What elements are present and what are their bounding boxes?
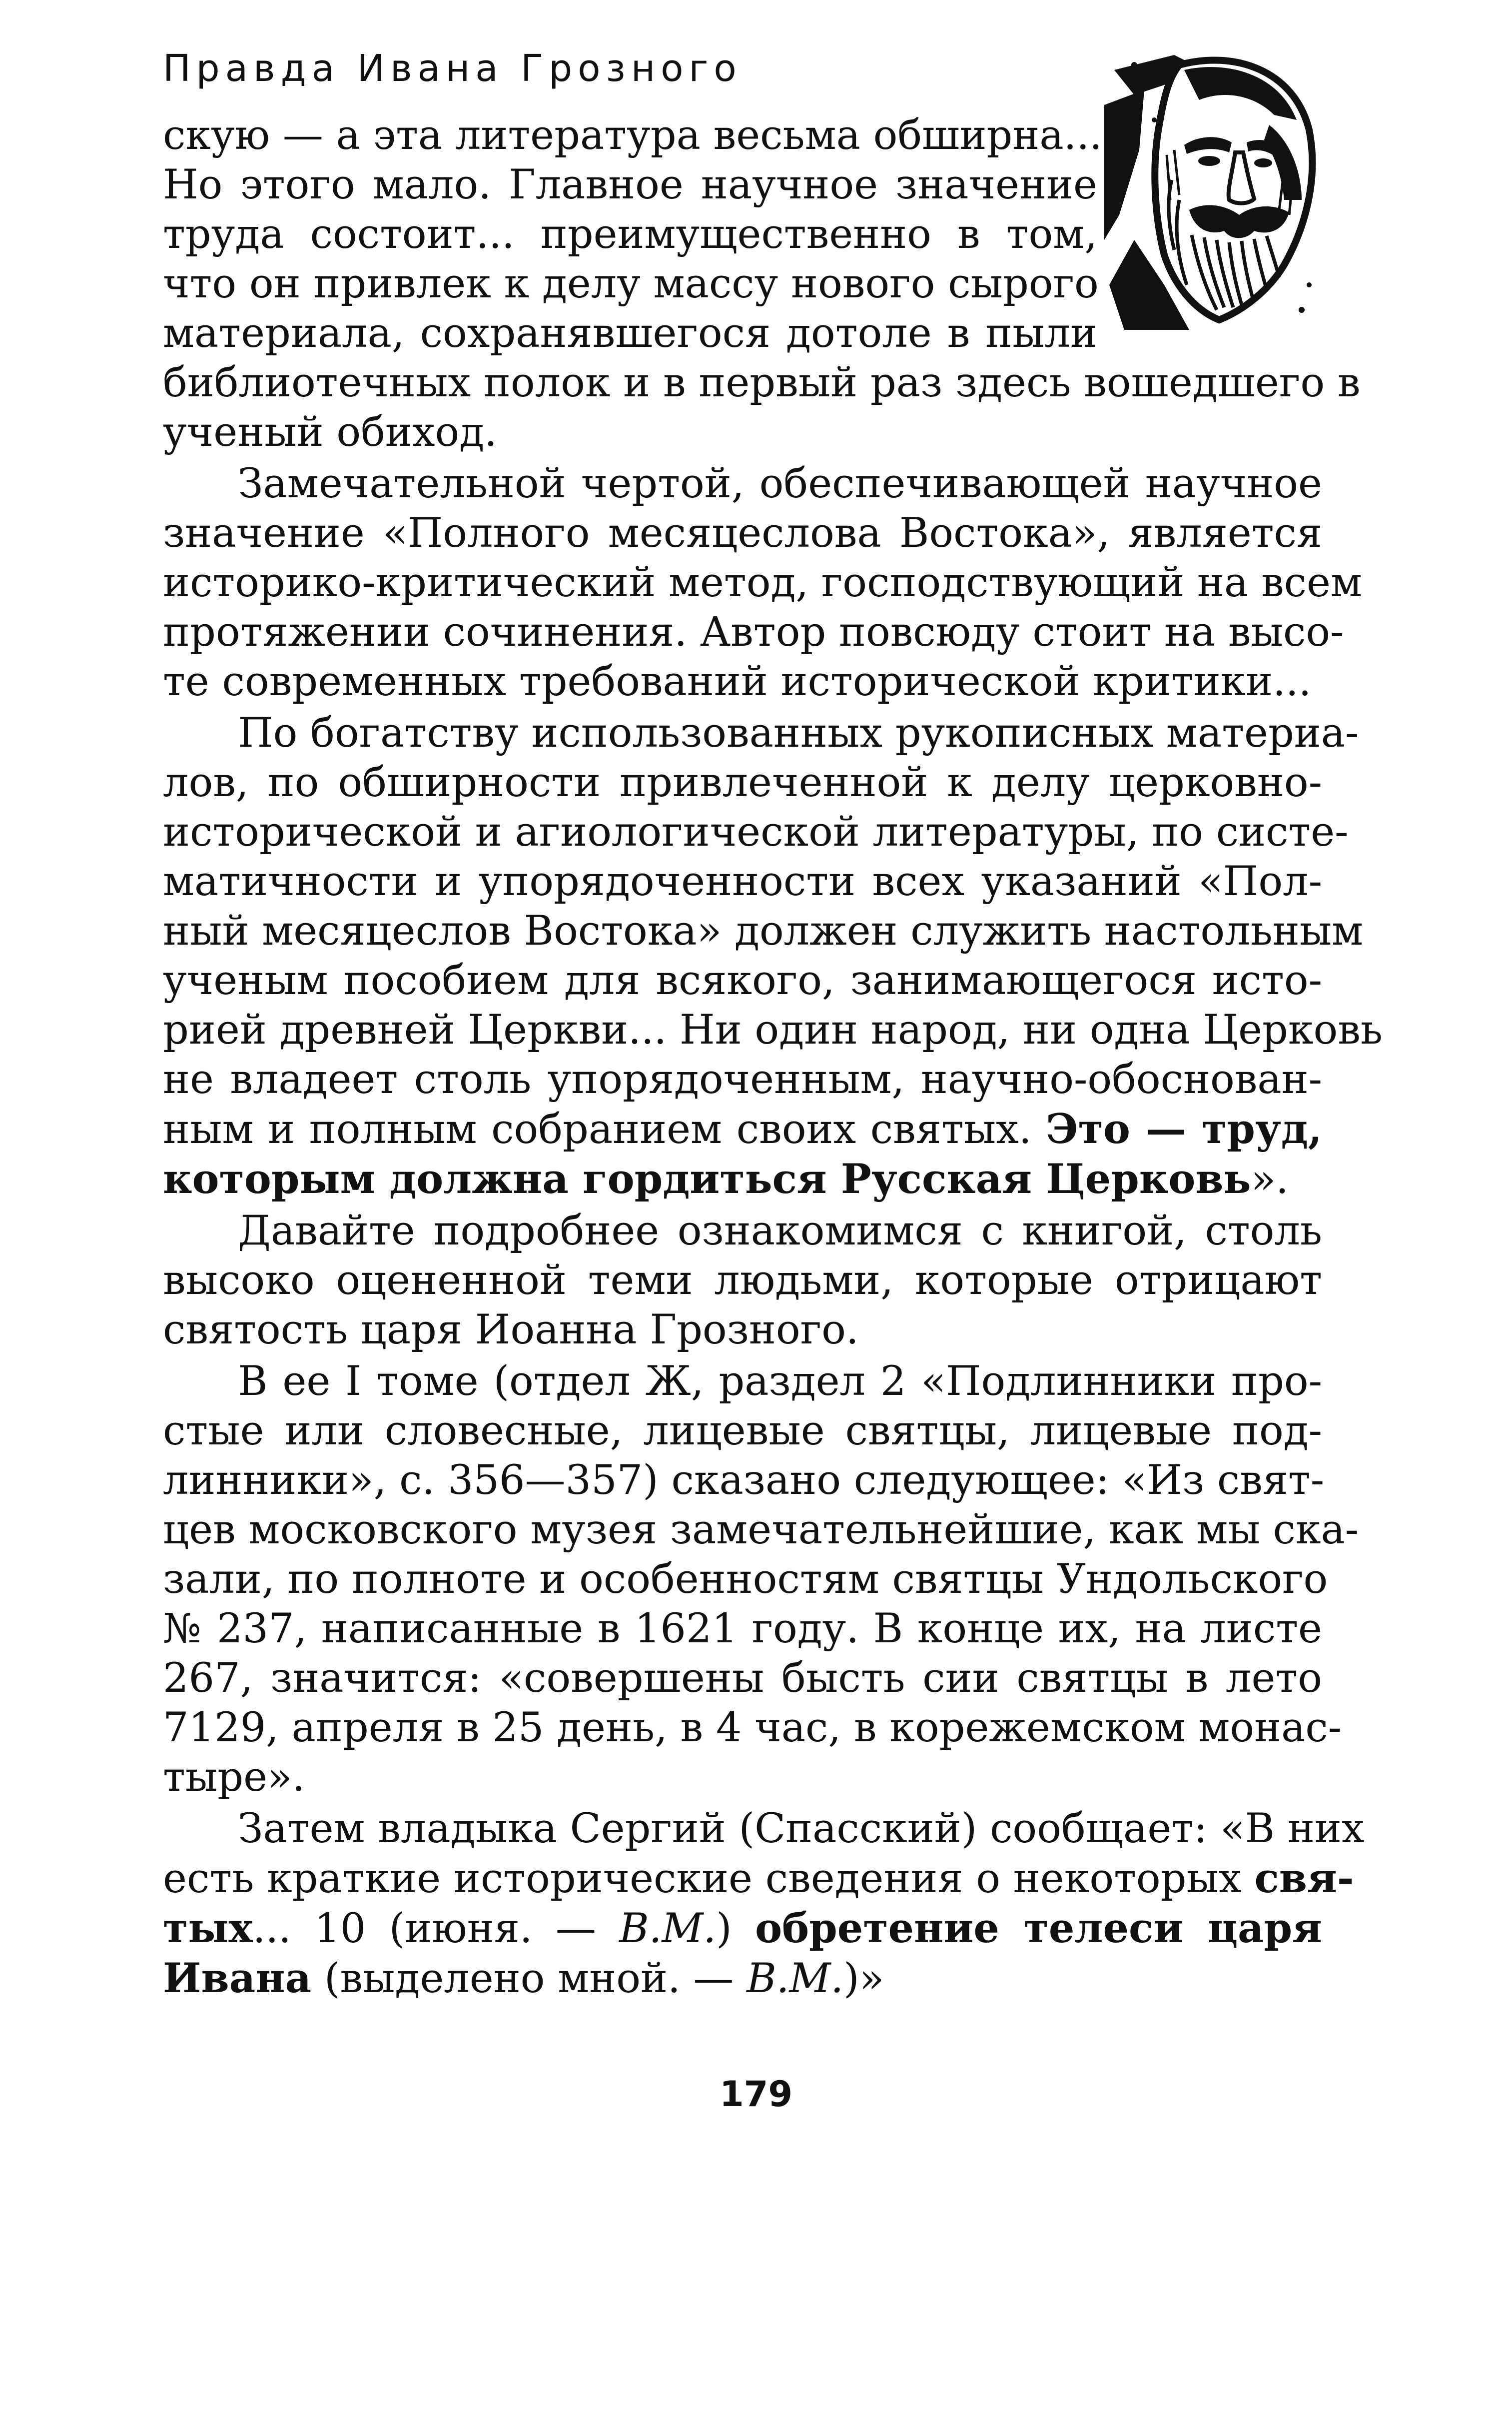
text-line — [163, 1155, 1322, 1205]
bold-text-run: тых — [163, 1905, 253, 1952]
text-run: )» — [843, 1955, 884, 2002]
text-line: высоко оцененной теми людьми, которые отрицают — [163, 1257, 1322, 1304]
text-line: № 237, написанные в 1621 году. В конце их, на листе — [163, 1605, 1322, 1652]
text-line — [163, 1854, 1354, 1904]
text-line: 267, значится: «совершены бысть сии святцы в лето — [163, 1655, 1322, 1702]
page-number: 179 — [719, 2074, 793, 2115]
italic-text-run: В.М. — [619, 1905, 717, 1952]
text-run: ». — [1251, 1156, 1289, 1203]
text-line: скую — а эта литература весьма обширна... — [163, 112, 1102, 159]
text-line: протяжении сочинения. Автор повсюду стоит на высо- — [163, 609, 1344, 656]
text-line — [163, 1954, 1322, 2004]
text-line: зали, по полноте и особенностям святцы Ундольского — [163, 1556, 1328, 1603]
text-run: есть краткие исторические сведения о некоторых — [163, 1855, 1255, 1902]
text-line: тыре». — [163, 1754, 305, 1801]
text-line: Давайте подробнее ознакомимся с книгой, столь — [238, 1208, 1322, 1254]
text-line: значение «Полного месяцеслова Востока», является — [163, 510, 1322, 557]
paragraph-6 — [163, 1804, 1365, 2004]
paragraph-5 — [163, 1357, 1359, 1802]
text-run: ) — [716, 1905, 756, 1952]
paragraph-2 — [163, 459, 1362, 707]
text-line: библиотечных полок и в первый раз здесь вошедшего в — [163, 359, 1361, 406]
paragraph-3 — [163, 709, 1383, 1205]
text-line: Замечательной чертой, обеспечивающей научное — [238, 460, 1322, 507]
text-line: 7129, апреля в 25 день, в 4 час, в корежемском монас- — [163, 1704, 1342, 1751]
text-line: рией древней Церкви... Ни один народ, ни одна Церковь — [163, 1007, 1383, 1054]
running-title: Правда Ивана Грозного — [163, 47, 742, 90]
text-run: ... 10 (июня. — — [252, 1905, 620, 1952]
bold-text-run: Ивана — [163, 1955, 312, 2002]
text-line: цев московского музея замечательнейшие, как мы ска- — [163, 1506, 1359, 1553]
paragraph-4 — [163, 1207, 1322, 1355]
text-line: Но этого мало. Главное научное значение — [163, 161, 1097, 208]
text-run: ным и полным собранием своих святых. — [163, 1106, 1046, 1153]
text-line: историко-критический метод, господствующий на всем — [163, 559, 1362, 606]
text-line: труда состоит... преимущественно в том, — [163, 211, 1097, 258]
text-line: ный месяцеслов Востока» должен служить настольным — [163, 908, 1364, 955]
text-line: материала, сохранявшегося дотоле в пыли — [163, 310, 1097, 357]
paragraph-1 — [163, 111, 1361, 457]
main-text — [163, 111, 1383, 2004]
text-line — [163, 1105, 1322, 1155]
italic-text-run: В.М. — [747, 1955, 844, 2002]
text-run: (выделено мной. — — [311, 1955, 747, 2002]
text-line: лов, по обширности привлеченной к делу церковно- — [163, 759, 1322, 806]
text-line: Затем владыка Сергий (Спасский) сообщает: «В них — [238, 1805, 1365, 1852]
text-line: не владеет столь упорядоченным, научно-обоснован- — [163, 1056, 1322, 1103]
bold-text-run: свя- — [1254, 1855, 1354, 1902]
text-line: матичности и упорядоченности всех указаний «Пол- — [163, 858, 1322, 905]
bold-text-run: обретение телеси царя — [755, 1905, 1322, 1952]
text-line: те современных требований исторической критики... — [163, 658, 1312, 705]
text-line: исторической и агиологической литературы, по систе- — [163, 809, 1349, 856]
text-line: В ее I томе (отдел Ж, раздел 2 «Подлинники про- — [238, 1358, 1322, 1405]
text-line: стые или словесные, лицевые святцы, лицевые под- — [163, 1407, 1322, 1454]
bold-text-run: Это — труд, — [1046, 1106, 1322, 1153]
text-line: линники», с. 356—357) сказано следующее: «Из свят- — [163, 1457, 1325, 1504]
text-line — [163, 1904, 1322, 1954]
text-line: что он привлек к делу массу нового сырого — [163, 260, 1099, 307]
text-line: По богатству использованных рукописных материа- — [238, 710, 1359, 757]
text-line: ученый обиход. — [163, 409, 497, 456]
text-line: святость царя Иоанна Грозного. — [163, 1306, 859, 1353]
bold-text-run: которым должна гордиться Русская Церковь — [163, 1156, 1251, 1203]
text-line: ученым пособием для всякого, занимающегося исто- — [163, 957, 1322, 1004]
